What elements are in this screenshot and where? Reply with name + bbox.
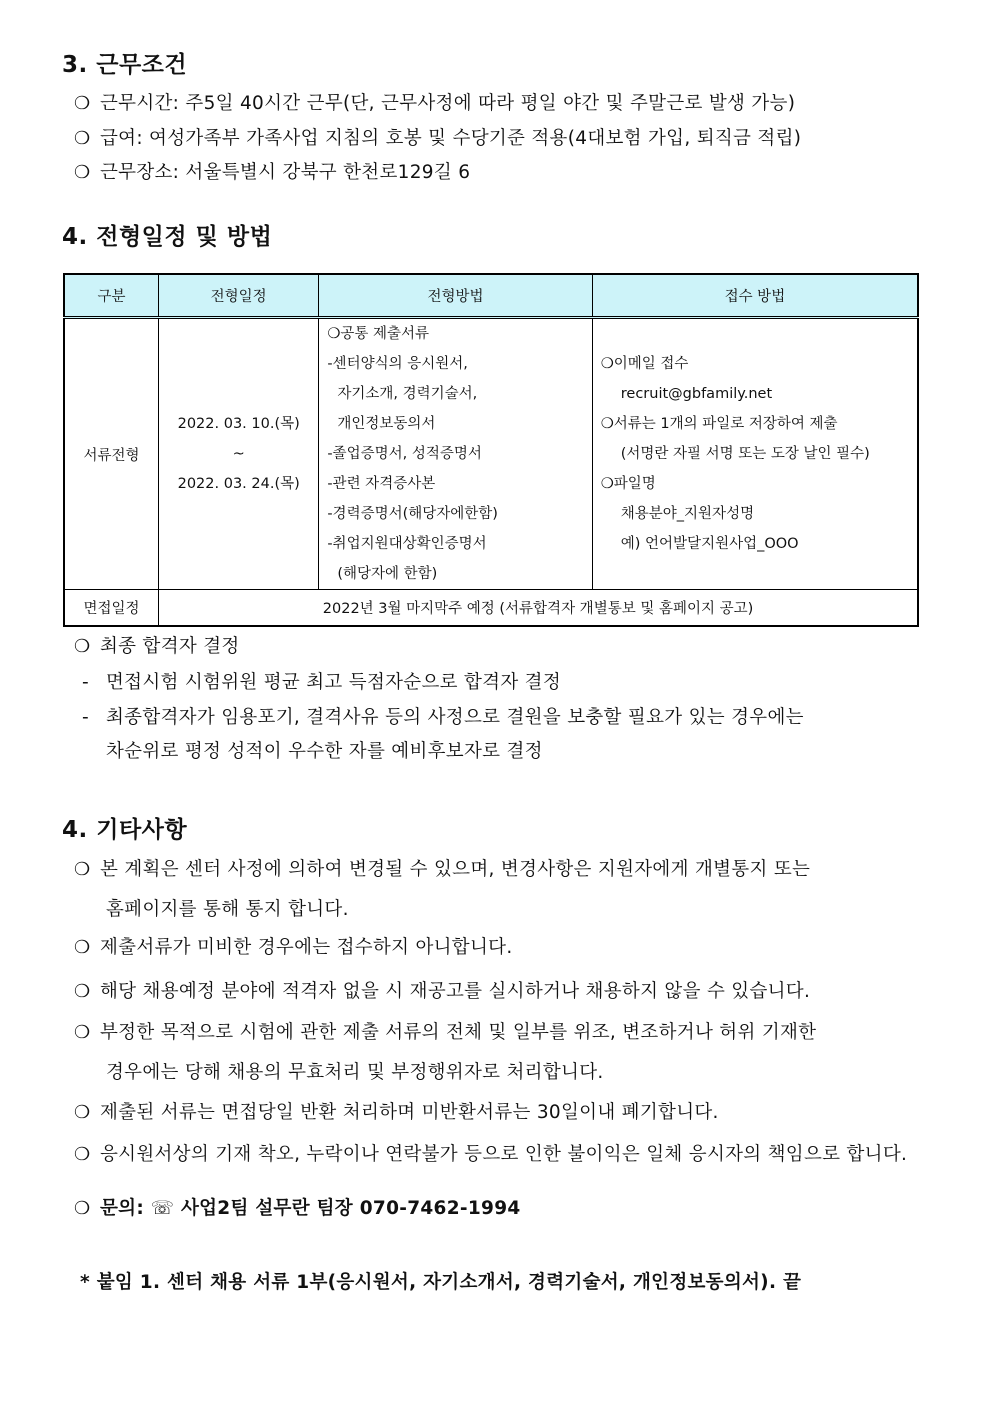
dash-icon: - xyxy=(82,672,89,693)
method-cell xyxy=(319,318,592,590)
other-item: ❍ 부정한 목적으로 시험에 관한 제출 서류의 전체 및 일부를 위조, 변조하거나 허위 기재한 xyxy=(62,1018,816,1044)
receipt-line: ❍서류는 1개의 파일로 저장하여 제출 xyxy=(600,416,838,432)
date-separator: ~ xyxy=(232,446,245,462)
dash-icon: - xyxy=(82,707,89,728)
method-line: -센터양식의 응시원서, xyxy=(327,356,468,372)
bullet-icon: ❍ xyxy=(74,1102,91,1123)
method-line: 자기소개, 경력기술서, xyxy=(337,386,478,402)
receipt-line: ❍파일명 xyxy=(600,476,656,492)
final-decision-line: - 면접시험 시험위원 평균 최고 득점자순으로 합격자 결정 xyxy=(82,672,562,693)
contact-text: 문의: ☏ 사업2팀 설무란 팀장 070-7462-1994 xyxy=(100,1198,521,1219)
header-schedule: 전형일정 xyxy=(159,274,319,318)
method-line: -경력증명서(해당자에한함) xyxy=(327,506,498,522)
bullet-icon: ❍ xyxy=(74,981,91,1002)
other-item-cont: 경우에는 당해 채용의 무효처리 및 부정행위자로 처리합니다. xyxy=(106,1062,604,1083)
table-row xyxy=(64,318,918,590)
receipt-line: 예) 언어발달지원사업_OOO xyxy=(620,536,799,552)
table-row xyxy=(64,590,918,626)
other-item: ❍ 제출된 서류는 면접당일 반환 처리하며 미반환서류는 30일이내 폐기합니다. xyxy=(62,1098,719,1124)
method-line: -취업지원대상확인증명서 xyxy=(327,536,487,552)
date-end: 2022. 03. 24.(목) xyxy=(177,476,300,492)
bullet-icon: ❍ xyxy=(74,1022,91,1043)
receipt-line: 채용분야_지원자성명 xyxy=(620,506,755,522)
other-item: ❍ 본 계획은 센터 사정에 의하여 변경될 수 있으며, 변경사항은 지원자에게 개별통지 또는 xyxy=(62,855,810,881)
contact-item xyxy=(62,1194,521,1220)
attachment-note: * 붙임 1. 센터 채용 서류 1부(응시원서, 자기소개서, 경력기술서, 개인정보동의서). 끝 xyxy=(80,1272,802,1293)
other-item: ❍ 응시원서상의 기재 착오, 누락이나 연락불가 등으로 인한 불이익은 일체 응시자의 책임으로 합니다. xyxy=(62,1140,907,1166)
method-line: -관련 자격증사본 xyxy=(327,476,436,492)
bullet-icon: ❍ xyxy=(74,1198,91,1219)
salary-item: ❍ 급여: 여성가족부 가족사업 지침의 호봉 및 수당기준 적용(4대보험 가입, 퇴직금 적립) xyxy=(62,124,801,150)
bullet-icon: ❍ xyxy=(74,937,91,958)
bullet-icon: ❍ xyxy=(74,93,91,114)
other-item: ❍ 제출서류가 미비한 경우에는 접수하지 아니합니다. xyxy=(62,933,513,959)
receipt-line: ❍이메일 접수 xyxy=(600,356,689,372)
email-address: recruit@gbfamily.net xyxy=(620,386,773,402)
interview-schedule-cell: 2022년 3월 마지막주 예정 (서류합격자 개별통보 및 홈페이지 공고) xyxy=(159,590,918,626)
bullet-icon: ❍ xyxy=(74,1144,91,1165)
final-decision-line-cont: 차순위로 평정 성적이 우수한 자를 예비후보자로 결정 xyxy=(106,741,543,762)
method-line: -졸업증명서, 성적증명서 xyxy=(327,446,482,462)
method-line: (해당자에 한함) xyxy=(337,566,438,582)
header-method: 전형방법 xyxy=(319,274,592,318)
other-item: ❍ 해당 채용예정 분야에 적격자 없을 시 재공고를 실시하거나 채용하지 않을 수 있습니다. xyxy=(62,977,810,1003)
bullet-icon: ❍ xyxy=(74,128,91,149)
other-item-cont: 홈페이지를 통해 통지 합니다. xyxy=(106,899,349,920)
receipt-line: (서명란 자필 서명 또는 도장 날인 필수) xyxy=(620,446,870,462)
header-receipt: 접수 방법 xyxy=(592,274,918,318)
bullet-icon: ❍ xyxy=(74,859,91,880)
bullet-icon: ❍ xyxy=(74,636,91,657)
row-label-interview: 면접일정 xyxy=(64,590,159,626)
table-header-row xyxy=(64,274,918,318)
work-location-item: ❍ 근무장소: 서울특별시 강북구 한천로129길 6 xyxy=(62,158,470,184)
final-decision-item: ❍ 최종 합격자 결정 xyxy=(62,632,240,658)
row-label-document: 서류전형 xyxy=(64,318,159,590)
receipt-cell xyxy=(592,318,918,590)
schedule-table xyxy=(63,273,919,627)
final-decision-line: - 최종합격자가 임용포기, 결격사유 등의 사정으로 결원을 보충할 필요가 있는 경우에는 xyxy=(82,707,804,728)
document-schedule-cell xyxy=(159,318,319,590)
bullet-icon: ❍ xyxy=(74,162,91,183)
section-3-title: 3. 근무조건 xyxy=(62,52,188,78)
section-other-title: 4. 기타사항 xyxy=(62,817,188,843)
method-line: ❍공통 제출서류 xyxy=(327,326,429,342)
date-start: 2022. 03. 10.(목) xyxy=(177,416,300,432)
section-4-title: 4. 전형일정 및 방법 xyxy=(62,224,273,250)
work-hours-item: ❍ 근무시간: 주5일 40시간 근무(단, 근무사정에 따라 평일 야간 및 주말근로 발생 가능) xyxy=(62,89,795,115)
header-category: 구분 xyxy=(64,274,159,318)
method-line: 개인정보동의서 xyxy=(337,416,436,432)
